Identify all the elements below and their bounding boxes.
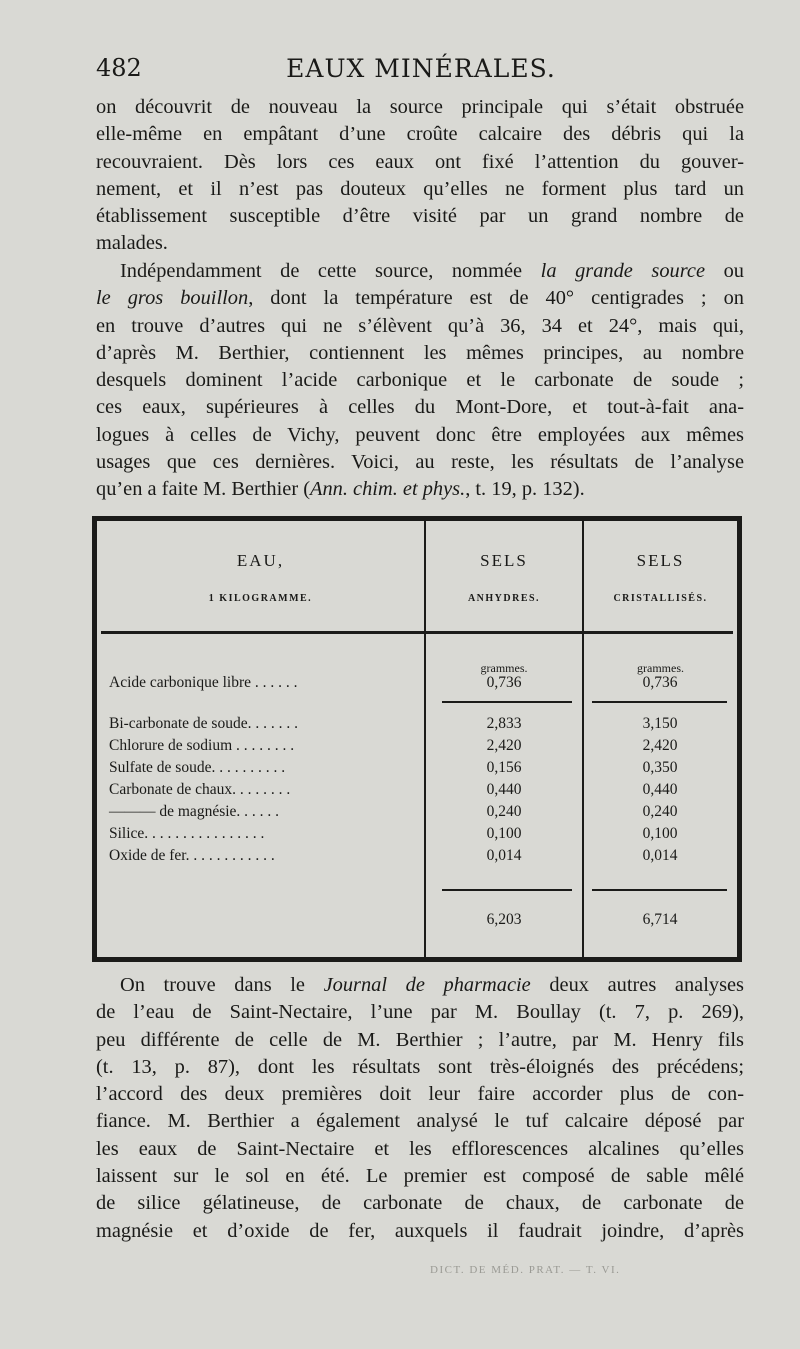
text-line: desquels dominent l’acide carbonique et le carbonate de soude ;: [96, 369, 744, 392]
table-cell: 0,440: [642, 781, 678, 798]
table-row-label: Carbonate de chaux. . . . . . . .: [109, 781, 291, 798]
page-header: [96, 50, 746, 90]
italic-run: la grande source: [540, 260, 706, 282]
table-cell: 3,150: [642, 715, 678, 732]
column-subheader-cristallises: CRISTALLISÉS.: [613, 593, 708, 604]
column-header-sels-cristallises: SELS: [636, 551, 685, 570]
unit-label: grammes.: [637, 661, 684, 675]
paragraph-3: [96, 972, 744, 1245]
text-line: de silice gélatineuse, de carbonate de chaux, de carbonate de: [96, 1192, 744, 1215]
text-line: on découvrit de nouveau la source principale qui s’était obstruée: [96, 96, 744, 118]
text-line: l’accord des deux premières doit leur faire accorder plus de con-: [96, 1083, 744, 1106]
text-line: les eaux de Saint-Nectaire et les efflorescences alcalines qu’elles: [96, 1137, 744, 1160]
italic-run: le gros bouillon: [96, 287, 249, 310]
table-cell: 0,014: [486, 847, 522, 864]
table-cell: 2,833: [486, 715, 522, 732]
text-line: logues à celles de Vichy, peuvent donc être employées aux mêmes: [96, 423, 744, 446]
text-run: qu’en a faite M. Berthier (: [96, 478, 311, 501]
text-line: [96, 476, 744, 503]
text-line: usages que ces dernières. Voici, au reste, les résultats de l’analyse: [96, 451, 744, 474]
running-title: EAUX MINÉRALES.: [286, 54, 556, 83]
table-cell: 2,420: [486, 737, 522, 754]
total-rule: [442, 889, 572, 891]
table-cell: 0,100: [642, 825, 678, 842]
text-run: , t. 19, p. 132).: [465, 478, 585, 501]
table-row-label: Sulfate de soude. . . . . . . . . .: [109, 759, 286, 776]
total-rule: [592, 889, 727, 891]
total-anhydres: 6,203: [486, 911, 522, 928]
table-cell: 2,420: [642, 737, 678, 754]
table-row-label: Silice. . . . . . . . . . . . . . . .: [109, 825, 265, 842]
text-line: en trouve d’autres qui ne s’élèvent qu’à 36, 34 et 24°, mais qui,: [96, 314, 744, 337]
table-cell: 0,736: [642, 674, 678, 691]
column-header-eau: EAU,: [236, 551, 285, 570]
table-cell: 0,100: [486, 825, 522, 842]
column-header-sels-anhydres: SELS: [480, 551, 528, 570]
text-line: [96, 972, 744, 999]
text-line: (t. 13, p. 87), dont les résultats sont très-éloignés des précédens;: [96, 1055, 744, 1078]
bleed-through-footer: DICT. DE MÉD. PRAT. — T. VI.: [430, 1264, 621, 1276]
column-subheader-eau: 1 KILOGRAMME.: [208, 593, 313, 604]
text-run: Indépendamment de cette source, nommée: [120, 260, 541, 282]
text-line: nement, et il n’est pas douteux qu’elles ne forment plus tard un: [96, 177, 744, 200]
table-row-label: Acide carbonique libre . . . . . .: [109, 674, 298, 691]
text-line: magnésie et d’oxide de fer, auxquels il faudrait joindre, d’après: [96, 1219, 744, 1242]
text-run: , dont la température est de 40° centigrades ; on: [248, 287, 744, 310]
table-row-label: Oxide de fer. . . . . . . . . . . .: [109, 847, 275, 864]
paragraph-2: [96, 258, 744, 504]
table-cell: 0,240: [486, 803, 522, 820]
column-divider: [424, 521, 426, 957]
paragraph-1: [96, 94, 744, 258]
text-line: établissement susceptible d’être visité par un grand nombre de: [96, 205, 744, 228]
column-subheader-anhydres: ANHYDRES.: [467, 593, 541, 604]
text-line: peu différente de celle de M. Berthier ; l’autre, par M. Henry fils: [96, 1028, 744, 1051]
text-run: On trouve dans le: [120, 974, 324, 996]
table-cell: 0,736: [486, 674, 522, 691]
total-cristallises: 6,714: [642, 911, 678, 928]
text-run: deux autres analyses: [530, 974, 744, 996]
column-divider: [582, 521, 584, 957]
row-rule: [442, 701, 572, 703]
table-row-label: Bi-carbonate de soude. . . . . . .: [109, 715, 298, 732]
row-rule: [592, 701, 727, 703]
table-cell: 0,156: [486, 759, 522, 776]
table-cell: 0,014: [642, 847, 678, 864]
page-number: 482: [96, 54, 142, 82]
table-row-label: ——— de magnésie. . . . . .: [109, 803, 280, 820]
table-cell: 0,350: [642, 759, 678, 776]
italic-run: Ann. chim. et phys.: [310, 478, 466, 501]
text-line: fiance. M. Berthier a également analysé le tuf calcaire déposé par: [96, 1110, 744, 1133]
table-cell: 0,440: [486, 781, 522, 798]
italic-run: Journal de pharmacie: [323, 974, 531, 996]
text-line: ces eaux, supérieures à celles du Mont-Dore, et tout-à-fait ana-: [96, 396, 744, 419]
unit-label: grammes.: [480, 661, 528, 675]
analysis-table: [92, 516, 742, 962]
table-cell: 0,240: [642, 803, 678, 820]
text-line: de l’eau de Saint-Nectaire, l’une par M. Boullay (t. 7, p. 269),: [96, 1001, 744, 1024]
text-line: [96, 258, 744, 285]
header-rule: [101, 631, 733, 634]
text-line: malades.: [96, 232, 168, 255]
text-line: recouvraient. Dès lors ces eaux ont fixé l’attention du gouver-: [96, 150, 744, 173]
text-run: ou: [705, 260, 744, 282]
table-row-label: Chlorure de sodium . . . . . . . .: [109, 737, 295, 754]
text-line: d’après M. Berthier, contiennent les mêmes principes, au nombre: [96, 341, 744, 364]
text-line: elle-même en empâtant d’une croûte calcaire des débris qui la: [96, 123, 744, 146]
text-line: laissent sur le sol en été. Le premier est composé de sable mêlé: [96, 1165, 744, 1188]
text-line: [96, 285, 744, 312]
